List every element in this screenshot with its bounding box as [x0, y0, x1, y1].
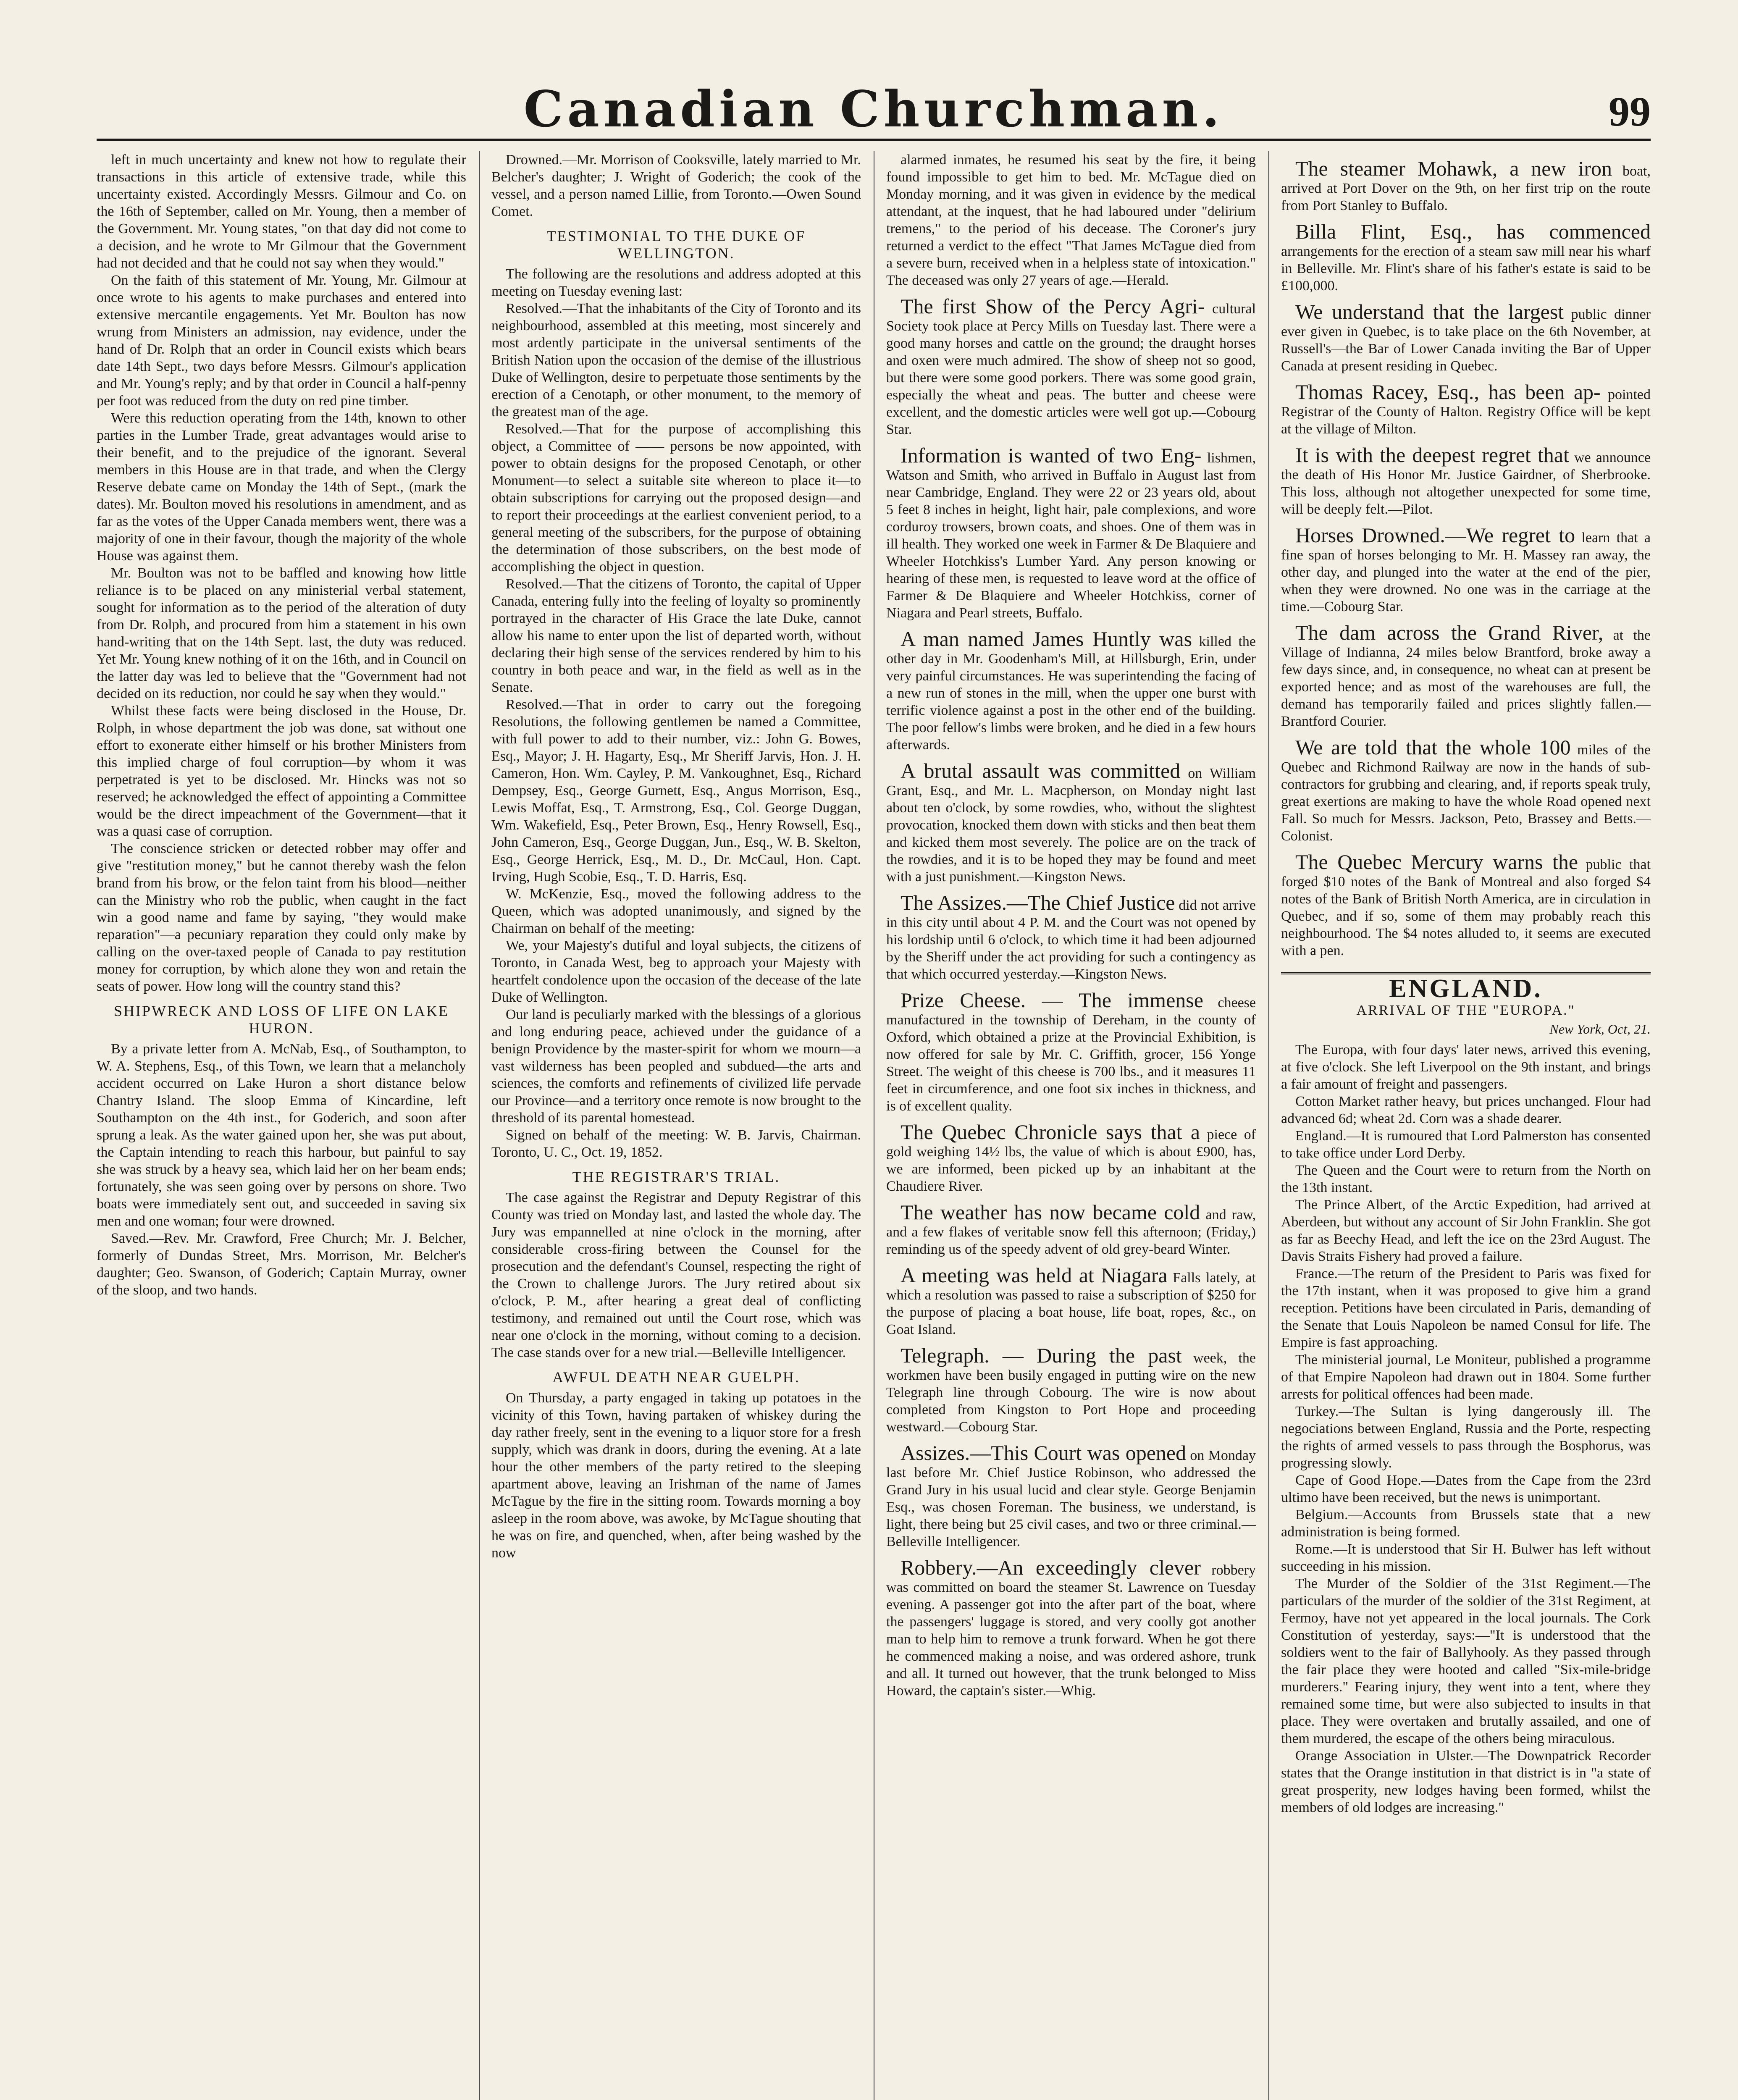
- news-item-body: Falls lately, at which a resolution was passed to raise a subscription of $250 for the purpose of placing a boat house, life boat, ropes, &c., on Goat Island.: [886, 1270, 1256, 1337]
- newspaper-title: Canadian Churchman.: [523, 80, 1224, 138]
- news-item-lead: The steamer Mohawk, a new iron: [1295, 157, 1612, 180]
- news-item-lead: The Quebec Mercury warns the: [1295, 850, 1578, 874]
- article-headline: AWFUL DEATH NEAR GUELPH.: [552, 1369, 800, 1386]
- article-paragraph: The ministerial journal, Le Moniteur, published a programme of that Empire Napoleon had drawn out in 1804. Some further arrests for political offences had been made.: [1281, 1352, 1651, 1402]
- news-item: [886, 989, 1256, 1115]
- news-item-lead: The weather has now became cold: [901, 1200, 1200, 1224]
- news-item: [886, 891, 1256, 983]
- news-item: [1281, 850, 1651, 959]
- page-number: 99: [1609, 88, 1651, 135]
- news-item: [886, 627, 1256, 753]
- article-paragraph: alarmed inmates, he resumed his seat by the fire, it being found impossible to get him to bed. Mr. McTague died on Monday morning, and it was given in evidence by the medical attendant, at the inquest, that he had laboured under "delirium tremens," to the period of his decease. The Coroner's jury returned a verdict to the effect "That James McTague died from a severe burn, received when in a helpless state of intoxication." The deceased was only 27 years of age.—Herald.: [886, 152, 1256, 288]
- article-paragraph: On the faith of this statement of Mr. Young, Mr. Gilmour at once wrote to his agents to make purchases and entered into extensive mercantile engagements. Yet Mr. Boulton has now wrung from Ministers an admission, nay evidence, under the hand of Dr. Rolph that an order in Council exists which bears date 14th Sept., two days before Messrs. Gilmour's application and Mr. Young's reply; and by that order in Council a half-penny per foot was reduced from the duty on red pine timber.: [97, 273, 466, 409]
- news-item-body: learn that a fine span of horses belonging to Mr. H. Massey ran away, the other day, and plunged into the water at the end of the pier, when they were drowned. No one was in the carriage at the time.—Cobourg Star.: [1281, 530, 1651, 614]
- news-item-body: on William Grant, Esq., and Mr. L. Macpherson, on Monday night last about ten o'clock, by some rowdies, who, without the slightest provocation, knocked them down with sticks and then beat them and kicked them most severely. The police are on the track of the rowdies, and it is to be hoped they may be found and meet with a just punishment.—Kingston News.: [886, 766, 1256, 885]
- column-rule: [479, 151, 480, 2100]
- news-item-body: cultural Society took place at Percy Mills on Tuesday last. There were a good many horses and cattle on the ground; the draught horses and oxen were much admired. The show of sheep not so good, but there were some good porkers. There was some good grain, especially the wheat and peas. The butter and cheese were excellent, and the domestic articles were well got up.—Cobourg Star.: [886, 301, 1256, 437]
- column-2: [491, 151, 861, 2100]
- news-item-body: arrangements for the erection of a steam saw mill near his wharf in Belleville. Mr. Flint's share of his father's estate is said to be £100,000.: [1281, 244, 1651, 294]
- news-item-lead: Horses Drowned.—We regret to: [1295, 523, 1575, 547]
- news-item: [1281, 524, 1651, 615]
- news-item-lead: Information is wanted of two Eng-: [901, 444, 1202, 467]
- masthead: [97, 76, 1651, 141]
- news-item-body: on Monday last before Mr. Chief Justice Robinson, who addressed the Grand Jury in his usual lucid and clear style. George Benjamin Esq., was chosen Foreman. The business, we understand, is light, there being but 25 civil cases, and two or three criminal.—Belleville Intelligencer.: [886, 1448, 1256, 1549]
- news-item-body: piece of gold weighing 14½ lbs, the value of which is about £900, has, we are informed, been picked up by an inhabitant at the Chaudiere River.: [886, 1127, 1256, 1194]
- news-item: [1281, 381, 1651, 438]
- article-paragraph: Drowned.—Mr. Morrison of Cooksville, lately married to Mr. Belcher's daughter; J. Wright of Goderich; the cook of the vessel, and a person named Lillie, from Toronto.—Owen Sound Comet.: [491, 152, 861, 219]
- news-item-lead: Thomas Racey, Esq., has been ap-: [1295, 380, 1601, 404]
- news-item-body: robbery was committed on board the steamer St. Lawrence on Tuesday evening. A passenger got into the after part of the boat, where the passengers' luggage is stored, and very coolly got another man to help him to remove a trunk forward. When he got there he commenced making a noise, and was ordered ashore, trunk and all. It turned out however, that the trunk belonged to Miss Howard, the captain's sister.—Whig.: [886, 1562, 1256, 1698]
- news-item: [886, 759, 1256, 885]
- article-paragraph: The Prince Albert, of the Arctic Expedition, had arrived at Aberdeen, but without any account of Sir John Franklin. She got as far as Beechy Head, and left the ice on the 23rd August. The Davis Straits Fishery had proved a failure.: [1281, 1197, 1651, 1264]
- article-paragraph: W. McKenzie, Esq., moved the following address to the Queen, which was adopted unanimously, and signed by the Chairman on behalf of the meeting:: [491, 886, 861, 936]
- article-paragraph: left in much uncertainty and knew not how to regulate their transactions in this article of extensive trade, while this uncertainty existed. Accordingly Messrs. Gilmour and Co. on the 16th of September, called on Mr. Young, then a member of the Government. Mr. Young states, "on that day did not come to a decision, and he wrote to Mr Gilmour that the Government had not decided and that he could not say when they would.": [97, 152, 466, 271]
- news-item-body: at the Village of Indianna, 24 miles below Brantford, broke away a few days since, and, in consequence, no wheat can at present be exported hence; and as most of the warehouses are full, the demand has temporarily failed and prices slightly fallen.—Brantford Courier.: [1281, 627, 1651, 729]
- article-paragraph: By a private letter from A. McNab, Esq., of Southampton, to W. A. Stephens, Esq., of this Town, we learn that a melancholy accident occurred on Lake Huron a short distance below Chantry Island. The sloop Emma of Kincardine, left Southampton on the 4th inst., for Goderich, and soon after sprung a leak. As the water gained upon her, she was put about, the Captain intending to reach this harbour, but painful to say she was struck by a heavy sea, which laid her on her beam ends; fortunately, she was seen going over by persons on shore. Two boats were immediately sent out, and succeeded in saving six men and one woman; four were drowned.: [97, 1041, 466, 1229]
- news-item-lead: We understand that the largest: [1295, 300, 1564, 323]
- column-1: [97, 151, 466, 2100]
- article-headline: THE REGISTRAR'S TRIAL.: [572, 1168, 780, 1185]
- article-paragraph: Resolved.—That the citizens of Toronto, the capital of Upper Canada, entering fully into the feeling of loyalty so prominently portrayed in the character of His Grace the late Duke, cannot allow his name to enter upon the list of departed worth, without declaring their high sense of the services rendered by him to his country in both peace and war, in the field as well as in the Senate.: [491, 576, 861, 695]
- article-paragraph: Mr. Boulton was not to be baffled and knowing how little reliance is to be placed on any ministerial verbal statement, sought for information as to the period of the alteration of duty from Dr. Rolph, and procured from him a statement in his own hand-writing that on the 14th Sept. last, the duty was reduced. Yet Mr. Young knew nothing of it on the 16th, and in Council on the latter day was led to believe that the "Government had not decided on its reduction, nor could he say when they would.": [97, 565, 466, 701]
- article-paragraph: We, your Majesty's dutiful and loyal subjects, the citizens of Toronto, in Canada West, beg to approach your Majesty with heartfelt condolence upon the occasion of the decease of the late Duke of Wellington.: [491, 938, 861, 1005]
- news-item-lead: Prize Cheese. — The immense: [901, 988, 1203, 1012]
- news-item-lead: Assizes.—This Court was opened: [901, 1441, 1187, 1465]
- news-item-lead: We are told that the whole 100: [1295, 735, 1571, 759]
- news-item-lead: It is with the deepest regret that: [1295, 443, 1569, 467]
- article-paragraph: Were this reduction operating from the 14th, known to other parties in the Lumber Trade, great advantages would arise to their benefit, and to the prejudice of the ignorant. Several members in this House are in that trade, and when the Clergy Reserve debate came on Monday the 14th of Sept., (mark the dates). Mr. Boulton moved his resolutions in amendment, and as far as the votes of the Upper Canada members went, there was a majority of one in their favour, though the majority of the whole House was against them.: [97, 410, 466, 564]
- article-paragraph: Belgium.—Accounts from Brussels state that a new administration is being formed.: [1281, 1507, 1651, 1540]
- news-item: [886, 1344, 1256, 1436]
- article-paragraph: Turkey.—The Sultan is lying dangerously ill. The negociations between England, Russia and the Porte, respecting the rights of armed vessels to pass through the Bosphorus, was progressing slowly.: [1281, 1404, 1651, 1471]
- news-item-body: public dinner ever given in Quebec, is to take place on the 6th November, at Russell's—the Bar of Lower Canada inviting the Bar of Upper Canada at present residing in Quebec.: [1281, 307, 1651, 374]
- news-item-body: week, the workmen have been busily engaged in putting wire on the new Telegraph line through Cobourg. The wire is now about completed from Kingston to Port Hope and proceeding westward.—Cobourg Star.: [886, 1350, 1256, 1435]
- news-item-body: we announce the death of His Honor Mr. Justice Gairdner, of Sherbrooke. This loss, although not altogether unexpected for some time, will be deeply felt.—Pilot.: [1281, 450, 1651, 517]
- news-item-body: public that forged $10 notes of the Bank of Montreal and also forged $4 notes of the Bank of British North America, are in circulation in Quebec, and if so, some of them may probably reach this neighbourhood. The $4 notes alluded to, it seems are executed with a pen.: [1281, 857, 1651, 958]
- dateline: New York, Oct, 21.: [1549, 1021, 1651, 1037]
- article-paragraph: France.—The return of the President to Paris was fixed for the 17th instant, when it was proposed to give him a grand reception. Petitions have been circulated in Paris, demanding of the Senate that Louis Napoleon be named Consul for life. The Empire is fast approaching.: [1281, 1266, 1651, 1350]
- news-item-lead: A meeting was held at Niagara: [901, 1263, 1168, 1287]
- news-item: [886, 1121, 1256, 1195]
- article-paragraph: Cotton Market rather heavy, but prices unchanged. Flour had advanced 6d; wheat 2d. Corn was a shade dearer.: [1281, 1094, 1651, 1126]
- article-paragraph: The conscience stricken or detected robber may offer and give "restitution money," but he cannot thereby wash the felon brand from his brow, or the felon taint from his blood—neither can the Ministry who rob the public, when caught in the fact win a good name and fame by saying, "they would make reparation"—a pecuniary reparation they could only make by calling on the over-taxed people of Canada to pay restitution money for corruption, by which alone they won and retain the seats of power. How long will the country stand this?: [97, 841, 466, 994]
- article-paragraph: On Thursday, a party engaged in taking up potatoes in the vicinity of this Town, having partaken of whiskey during the day rather freely, sent in the evening to a liquor store for a fresh supply, which was drank in doors, during the evening. At a late hour the other members of the party retired to the sleeping apartment above, leaving an Irishman of the name of James McTague by the fire in the sitting room. Towards morning a boy asleep in the room above, was awoke, by McTague shouting that he was on fire, and quenched, when, after being washed by the now: [491, 1390, 861, 1561]
- news-item: [1281, 444, 1651, 518]
- news-item-body: and raw, and a few flakes of veritable snow fell this afternoon; (Friday,) reminding us of the speedy advent of old grey-beard Winter.: [886, 1207, 1256, 1257]
- article-paragraph: The Europa, with four days' later news, arrived this evening, at five o'clock. She left Liverpool on the 9th instant, and brings a fair amount of freight and passengers.: [1281, 1042, 1651, 1092]
- article-columns: [97, 151, 1651, 2100]
- news-item-body: did not arrive in this city until about 4 P. M. and the Court was not opened by his lordship until 6 o'clock, to which time it had been adjourned by the Sheriff under the act providing for such a contingency as that which occurred yesterday.—Kingston News.: [886, 898, 1256, 982]
- article-paragraph: Orange Association in Ulster.—The Downpatrick Recorder states that the Orange institution in that district is in "a state of great prosperity, new lodges having been formed, whilst the members of old lodges are increasing.": [1281, 1748, 1651, 1815]
- column-3: [886, 151, 1256, 2100]
- news-item-lead: A brutal assault was committed: [901, 759, 1181, 782]
- news-item: [1281, 621, 1651, 730]
- news-item-lead: Robbery.—An exceedingly clever: [901, 1556, 1201, 1579]
- news-item-body: boat, arrived at Port Dover on the 9th, on her first trip on the route from Port Stanley to Buffalo.: [1281, 163, 1651, 213]
- article-headline: SHIPWRECK AND LOSS OF LIFE ON LAKE HURON.: [113, 1003, 449, 1037]
- news-item-body: pointed Registrar of the County of Halton. Registry Office will be kept at the village of Milton.: [1281, 387, 1651, 437]
- article-paragraph: Signed on behalf of the meeting: W. B. Jarvis, Chairman. Toronto, U. C., Oct. 19, 1852.: [491, 1127, 861, 1160]
- article-paragraph: The following are the resolutions and address adopted at this meeting on Tuesday evening last:: [491, 266, 861, 299]
- column-rule: [1268, 151, 1269, 2100]
- news-item: [886, 1264, 1256, 1338]
- news-item-lead: The Quebec Chronicle says that a: [901, 1120, 1200, 1144]
- news-item: [1281, 736, 1651, 845]
- news-item: [886, 1556, 1256, 1699]
- news-item: [1281, 300, 1651, 375]
- news-item-body: lishmen, Watson and Smith, who arrived in Buffalo in August last from near Cambridge, England. They were 22 or 23 years old, about 5 feet 8 inches in height, light hair, pale complexions, and wore corduroy trowsers, brown coats, and shoes. One of them was in ill health. They worked one week in Farmer & De Blaquiere and Wheeler Hotchkiss's Lumber Yard. Any person knowing or hearing of these men, is requested to leave word at the office of Farmer & De Blaquiere and Wheeler Hotchkiss, corner of Niagara and Pearl streets, Buffalo.: [886, 450, 1256, 621]
- news-item-lead: A man named James Huntly was: [901, 627, 1192, 651]
- article-subheadline: ARRIVAL OF THE "EUROPA.": [1356, 1003, 1575, 1018]
- news-item-lead: The first Show of the Percy Agri-: [901, 294, 1205, 318]
- article-paragraph: Whilst these facts were being disclosed in the House, Dr. Rolph, in whose department the job was done, sat without one effort to exonerate either himself or his brother Ministers from this implied charge of foul corruption—by whom it was perpetrated is yet to be disclosed. Mr. Hincks was not so reserved; he acknowledged the effect of appointing a Committee would be the direct impeachment of the Government—that it was a quasi case of corruption.: [97, 703, 466, 839]
- news-item-lead: Billa Flint, Esq., has commenced: [1295, 220, 1651, 243]
- article-paragraph: Rome.—It is understood that Sir H. Bulwer has left without succeeding in his mission.: [1281, 1541, 1651, 1574]
- news-item-lead: The Assizes.—The Chief Justice: [901, 891, 1175, 914]
- article-paragraph: England.—It is rumoured that Lord Palmerston has consented to take office under Lord Derby.: [1281, 1128, 1651, 1161]
- news-item: [1281, 157, 1651, 214]
- news-item: [886, 295, 1256, 438]
- news-item-body: killed the other day in Mr. Goodenham's Mill, at Hillsburgh, Erin, under very painful circumstances. He was superintending the facing of a new run of stones in the mill, when the upper one burst with terrific violence against a post in the other end of the building. The poor fellow's limbs were broken, and he died in a few hours afterwards.: [886, 634, 1256, 753]
- news-item-lead: The dam across the Grand River,: [1295, 621, 1604, 644]
- news-item: [886, 444, 1256, 622]
- news-item: [1281, 220, 1651, 294]
- article-paragraph: Resolved.—That for the purpose of accomplishing this object, a Committee of —— persons be now appointed, with power to obtain designs for the proposed Cenotaph, or other Monument—to select a suitable site whereon to place it—to obtain subscriptions for carrying out the proposed design—and to report their proceedings at the earliest convenient period, to a general meeting of the subscribers, for the purpose of obtaining the determination of those subscribers, on the best mode of accomplishing the object in question.: [491, 421, 861, 575]
- column-4: [1281, 151, 1651, 2100]
- news-item-lead: Telegraph. — During the past: [901, 1344, 1182, 1367]
- article-paragraph: Resolved.—That in order to carry out the foregoing Resolutions, the following gentlemen be named a Committee, with full power to add to their number, viz.: John G. Bowes, Esq., Mayor; J. H. Hagarty, Esq., Mr Sheriff Jarvis, Hon. J. H. Cameron, Hon. Wm. Cayley, P. M. Vankoughnet, Esq., Richard Dempsey, Esq., George Gurnett, Esq., Angus Morrison, Esq., Lewis Moffat, Esq., T. Armstrong, Esq., Col. George Duggan, Wm. Wakefield, Esq., Peter Brown, Esq., Henry Rowsell, Esq., John Cameron, Esq., George Duggan, Jun., Esq., W. B. Skelton, Esq., George Herrick, Esq., M. D., Dr. McCaul, Hon. Capt. Irving, Hugh Scobie, Esq., T. D. Harris, Esq.: [491, 697, 861, 885]
- section-heading: ENGLAND.: [1281, 972, 1651, 998]
- article-paragraph: Cape of Good Hope.—Dates from the Cape from the 23rd ultimo have been received, but the news is unimportant.: [1281, 1473, 1651, 1505]
- article-paragraph: Resolved.—That the inhabitants of the City of Toronto and its neighbourhood, assembled at this meeting, most sincerely and most ardently participate in the universal sentiments of the British Nation upon the occasion of the demise of the illustrious Duke of Wellington, desire to perpetuate those sentiments by the erection of a Cenotaph, or other monument, to the memory of the greatest man of the age.: [491, 301, 861, 420]
- news-item: [886, 1201, 1256, 1258]
- news-item-body: cheese manufactured in the township of Dereham, in the county of Oxford, which obtained a prize at the Provincial Exhibition, is now offered for sale by Mr. C. Griffith, grocer, 156 Yonge Street. The weight of this cheese is 700 lbs., and it measures 11 feet in circumference, and one foot six inches in thickness, and is of excellent quality.: [886, 995, 1256, 1114]
- article-paragraph: Our land is peculiarly marked with the blessings of a glorious and long enduring peace, achieved under the guidance of a benign Providence by the master-spirit for whom we mourn—a vast wilderness has been peopled and subdued—the arts and sciences, the comforts and refinements of civilized life pervade our Province—and a territory once remote is now brought to the threshold of its parental homestead.: [491, 1007, 861, 1126]
- article-headline: TESTIMONIAL TO THE DUKE OF WELLINGTON.: [546, 228, 806, 262]
- article-paragraph: The Queen and the Court were to return from the North on the 13th instant.: [1281, 1163, 1651, 1195]
- article-paragraph: The case against the Registrar and Deputy Registrar of this County was tried on Monday last, and lasted the whole day. The Jury was empannelled at nine o'clock in the morning, after considerable cross-firing between the Counsel for the prosecution and the defendant's Counsel, respecting the right of the Crown to challenge Jurors. The Jury retired about six o'clock, P. M., after hearing a great deal of conflicting testimony, and remained out until the Court rose, which was near one o'clock in the morning, without coming to a decision. The case stands over for a new trial.—Belleville Intelligencer.: [491, 1190, 861, 1360]
- news-item: [886, 1441, 1256, 1550]
- article-paragraph: The Murder of the Soldier of the 31st Regiment.—The particulars of the murder of the soldier of the 31st Regiment, at Fermoy, have not yet appeared in the local journals. The Cork Constitution of yesterday, says:—"It is understood that the soldiers went to the fair of Ballyhooly. As they passed through the fair place they were hooted and called "Six-mile-bridge murderers." Fearing injury, they went into a tent, where they remained some time, but were also subjected to insults in that place. They were overtaken and brutally assailed, and one of them murdered, the escape of the others being miraculous.: [1281, 1576, 1651, 1746]
- news-item-body: miles of the Quebec and Richmond Railway are now in the hands of sub-contractors for grubbing and clearing, and, if reports speak truly, great exertions are making to have the whole Road opened next Fall. So much for Messrs. Jackson, Peto, Brassey and Betts.—Colonist.: [1281, 742, 1651, 844]
- article-paragraph: Saved.—Rev. Mr. Crawford, Free Church; Mr. J. Belcher, formerly of Dundas Street, Mrs. Morrison, Mr. Belcher's daughter; Geo. Swanson, of Goderich; Captain Murray, owner of the sloop, and two hands.: [97, 1231, 466, 1298]
